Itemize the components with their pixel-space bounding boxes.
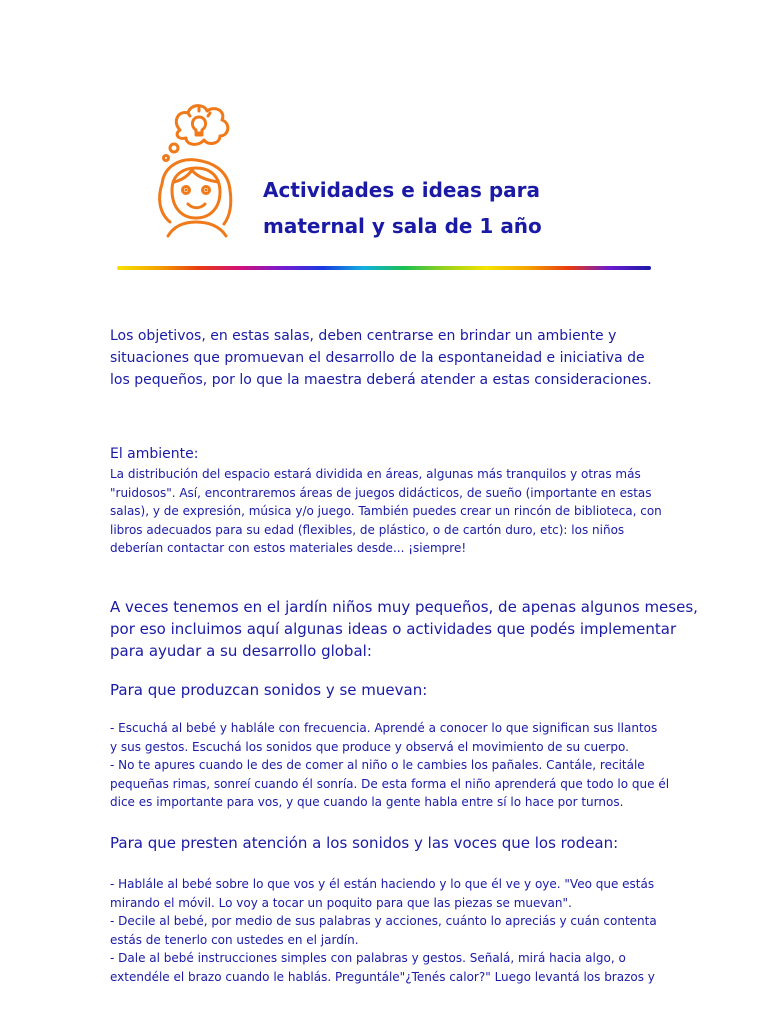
sonidos-paragraph: - Escuchá al bebé y hablále con frecuencia. Aprendé a conocer lo que significan sus llantos y sus gestos. Escuchá los sonidos que produce y observá el movimiento de su cuerpo. - No te apures cuando le des de comer al niño o le cambies los pañales. Cantále, recitále pequeñas rimas, sonreí cuando él sonría. De esta forma el niño aprenderá que todo lo que él dice es importante para vos, y que cuando la gente habla entre sí lo hace por turnos. — [110, 721, 670, 810]
intro-paragraph: Los objetivos, en estas salas, deben centrarse en brindar un ambiente y situaciones que promuevan el desarrollo de la espontaneidad e iniciativa de los pequeños, por lo que la maestra deberá atender a estas consideraciones. — [110, 328, 652, 388]
section-heading-sonidos: Para que produzcan sonidos y se muevan: — [110, 681, 428, 699]
page-title — [263, 172, 683, 244]
pequenos-paragraph: A veces tenemos en el jardín niños muy pequeños, de apenas algunos meses, por eso incluimos aquí algunas ideas o actividades que podés implementar para ayudar a su desarrollo global: — [110, 598, 698, 660]
ambiente-paragraph: La distribución del espacio estará dividida en áreas, algunas más tranquilos y otras más "ruidosos". Así, encontraremos áreas de juegos didácticos, de sueño (importante en estas salas), y de expresión, música y/o juego. También puedes crear un rincón de biblioteca, con libros adecuados para su edad (flexibles, de plástico, o de cartón duro, etc): los niños deberían contactar con estos materiales desde... ¡siempre! — [110, 467, 662, 556]
title-line-2: maternal y sala de 1 año — [263, 214, 542, 238]
section-heading-atencion: Para que presten atención a los sonidos y las voces que los rodean: — [110, 834, 619, 852]
rainbow-divider — [117, 266, 651, 270]
title-line-1: Actividades e ideas para — [263, 178, 541, 202]
section-heading-ambiente: El ambiente: — [110, 446, 199, 462]
atencion-paragraph: - Hablále al bebé sobre lo que vos y él están haciendo y lo que él ve y oye. "Veo que estás mirando el móvil. Lo voy a tocar un poquito para que las piezas se muevan". - Decile al bebé, por medio de sus palabras y acciones, cuánto lo apreciás y cuán contenta estás de tenerlo con ustedes en el jardín. - Dale al bebé instrucciones simples con palabras y gestos. Señalá, mirá hacia algo, o extendéle el brazo cuando le hablás. Preguntále"¿Tenés calor?" Luego levantá los brazos y — [110, 877, 657, 984]
thinking-child-illustration — [150, 100, 246, 240]
